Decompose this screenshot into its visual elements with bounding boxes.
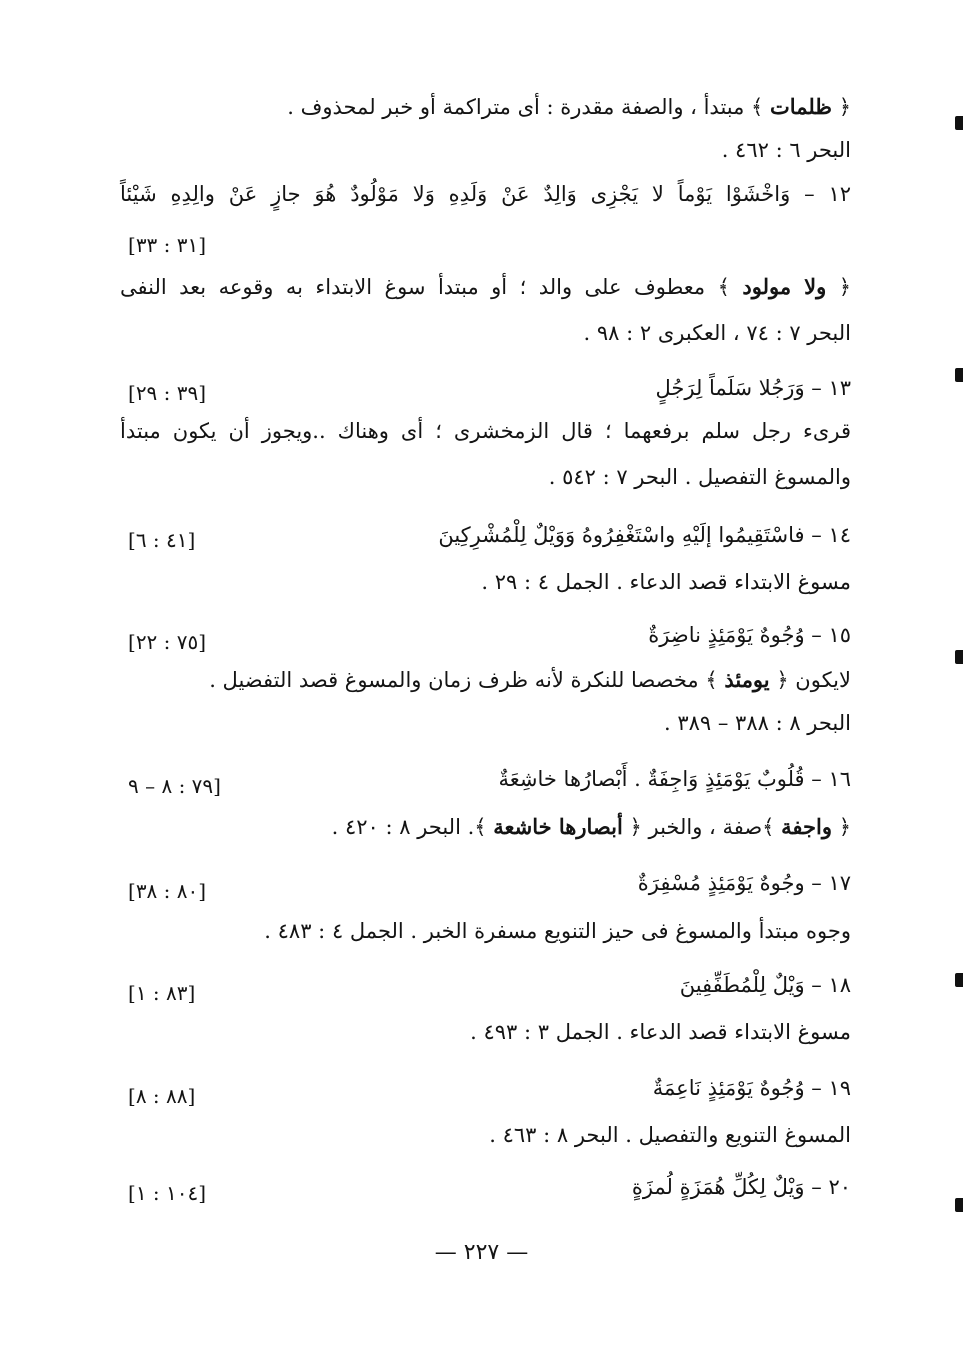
verse-ref: [٣١ : ٣٣] <box>128 233 207 257</box>
verse-ref: [٨٣ : ١] <box>128 981 196 1005</box>
reference-line: البحر ٨ : ٣٨٨ – ٣٨٩ . <box>663 711 851 735</box>
verse-ref: [٧٩ : ٨ – ٩ <box>128 774 221 798</box>
commentary-line: ﴿ ظلمات ﴾ مبتدأ ، والصفة مقدرة : أى متراكمة أو خبر لمحذوف . <box>287 94 851 119</box>
commentary-line: ﴿ واجفة ﴾صفة ، والخبر ﴿ أبصارها خاشعة ﴾. البحر ٨ : ٤٢٠ . <box>331 814 851 839</box>
verse-line: ١٧ – وجُوهٌ يَوْمَئِذٍ مُسْفِرَةٌ <box>637 871 851 895</box>
verse-line: ١٣ – وَرَجُلا سَلَماً لِرَجُلٍ <box>655 376 851 400</box>
verse-ref: [٨٨ : ٨] <box>128 1084 196 1108</box>
commentary-line: مسوغ الابتداء قصد الدعاء . الجمل ٣ : ٤٩٣ . <box>470 1020 851 1044</box>
verse-ref: [٣٩ : ٢٩] <box>128 381 207 405</box>
verse-line: ١٢ – وَاخْشَوْا يَوْماً لا يَجْزِى وَالِدٌ عَنْ وَلَدِهِ وَلا مَوْلُودٌ هُوَ جازٍ عَنْ والِدِهِ شَيْئاً <box>120 182 851 206</box>
commentary-line: المسوغ التنويع والتفصيل . البحر ٨ : ٤٦٣ . <box>489 1123 851 1147</box>
verse-line: ١٦ – قُلُوبٌ يَوْمَئِذٍ وَاجِفَةٌ . أَبْصارُها خاشِعَةٌ <box>498 767 851 791</box>
reference-line: والمسوغ التفصيل . البحر ٧ : ٥٤٢ . <box>548 465 851 489</box>
binding-mark <box>955 650 963 664</box>
binding-mark <box>955 116 963 130</box>
verse-line: ٢٠ – وَيْلٌ لِكُلِّ هُمَزَةٍ لُمزَةٍ <box>631 1175 851 1199</box>
binding-mark <box>955 1198 963 1212</box>
commentary-line: ﴿ ولا مولود ﴾ معطوف على والد ؛ أو مبتدأ سوغ الابتداء به وقوعه بعد النفى <box>120 274 852 299</box>
verse-line: ١٥ – وُجُوهٌ يَوْمَئِذٍ ناضِرَةٌ <box>648 623 851 647</box>
commentary-line: مسوغ الابتداء قصد الدعاء . الجمل ٤ : ٢٩ . <box>481 570 851 594</box>
commentary-line: قرىء رجل سلم برفعهما ؛ قال الزمخشرى ؛ أى وهناك ..ويجوز أن يكون مبتدأ <box>120 419 851 443</box>
binding-mark <box>955 973 963 987</box>
commentary-line: لايكون ﴿ يومئذ ﴾ مخصصا للنكرة لأنه ظرف زمان والمسوغ قصد التفضيل . <box>209 667 851 692</box>
verse-ref: [٤١ : ٦] <box>128 528 196 552</box>
binding-mark <box>955 368 963 382</box>
reference-line: البحر ٧ : ٧٤ ، العكبرى ٢ : ٩٨ . <box>583 321 851 345</box>
page-number: — ٢٢٧ — <box>434 1240 529 1265</box>
verse-line: ١٨ – وَيْلٌ لِلْمُطَفِّفِينَ <box>679 973 851 997</box>
commentary-line: وجوه مبتدأ والمسوغ فى حيز التنويع مسفرة الخبر . الجمل ٤ : ٤٨٣ . <box>264 919 851 943</box>
verse-ref: [٧٥ : ٢٢] <box>128 630 207 654</box>
verse-line: ١٩ – وُجُوهٌ يَوْمَئِذٍ نَاعِمَةٌ <box>652 1076 851 1100</box>
verse-ref: [٨٠ : ٣٨] <box>128 879 207 903</box>
verse-line: ١٤ – فاسْتَقِيمُوا إلَيْهِ واسْتَغْفِرُوهُ وَوَيْلٌ لِلْمُشْرِكِينَ <box>438 523 851 547</box>
verse-ref: [١٠٤ : ١] <box>128 1181 207 1205</box>
reference-line: البحر ٦ : ٤٦٢ . <box>721 138 851 162</box>
